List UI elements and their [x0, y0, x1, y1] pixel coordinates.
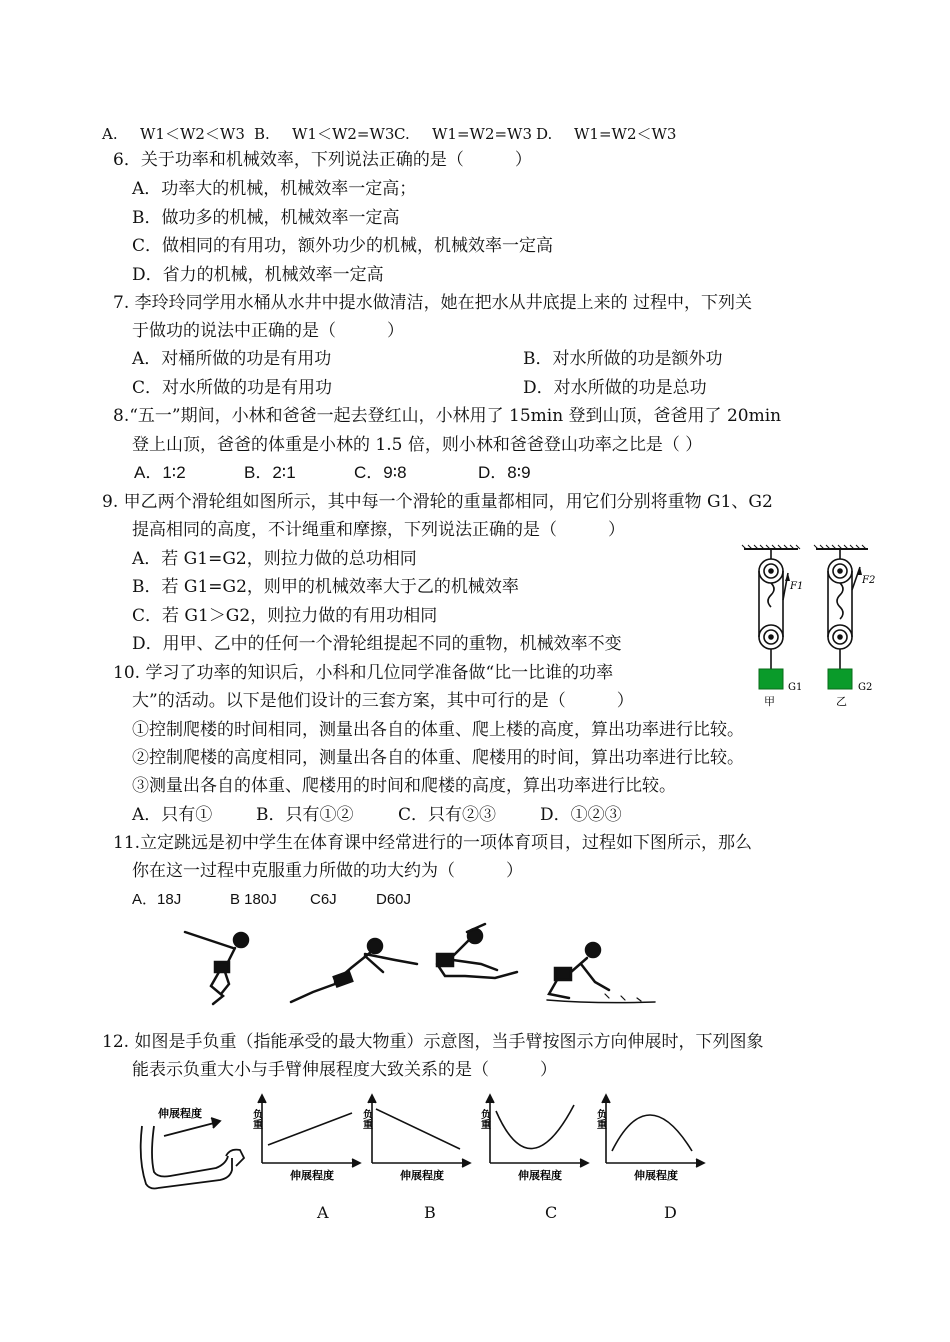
- q8-option-c: C．9∶8: [354, 463, 407, 482]
- q8-option-a: A．1∶2: [134, 463, 186, 482]
- graph-b-x-label: 伸展程度: [400, 1169, 444, 1182]
- q9-option-d: D．用甲、乙中的任何一个滑轮组提起不同的重物，机械效率不变: [132, 634, 622, 654]
- q7-option-a: A．对桶所做的功是有用功: [132, 349, 332, 369]
- g2-label: G2: [858, 682, 873, 693]
- q8-stem-line2: 登上山顶，爸爸的体重是小林的 1.5 倍，则小林和爸爸登山功率之比是（ ）: [132, 435, 703, 455]
- q10-plan-2: ②控制爬楼的高度相同，测量出各自的体重、爬楼用的时间，算出功率进行比较。: [132, 748, 744, 768]
- q6-option-c: C．做相同的有用功，额外功少的机械，机械效率一定高: [132, 236, 554, 256]
- q8-stem-line1: 8.“五一”期间，小林和爸爸一起去登红山，小林用了 15min 登到山顶，爸爸用了 20min: [113, 406, 782, 426]
- q5-option-d-letter: D.: [536, 125, 553, 143]
- graph-b: [360, 1093, 476, 1183]
- q10-option-b: B．只有①②: [256, 805, 354, 825]
- q7-option-c: C．对水所做的功是有用功: [132, 378, 333, 398]
- q11-option-a: A．18J: [132, 891, 182, 908]
- q9-option-b: B．若 G1=G2，则甲的机械效率大于乙的机械效率: [132, 577, 519, 597]
- q8-option-d: D．8∶9: [478, 463, 531, 482]
- g1-label: G1: [788, 682, 803, 693]
- q10-stem-line2: 大”的活动。以下是他们设计的三套方案，其中可行的是（ ）: [132, 691, 634, 711]
- jumper-landing: [547, 943, 655, 1003]
- pulley-system-figure: [738, 545, 878, 710]
- f1-label: F1: [790, 581, 804, 592]
- graph-c-y-label: 负重: [478, 1109, 490, 1129]
- q11-option-d: D60J: [376, 891, 412, 908]
- graph-letter-b: B: [424, 1203, 436, 1222]
- graph-letter-d: D: [664, 1203, 677, 1222]
- q11-options-row: [132, 889, 411, 911]
- q5-option-c-letter: C.: [394, 125, 410, 143]
- q7-option-d: D．对水所做的功是总功: [523, 378, 707, 398]
- q5-option-c-text: W1=W2=W3: [432, 125, 533, 143]
- q7-option-b: B．对水所做的功是额外功: [523, 349, 723, 369]
- arm-drawing: [141, 1118, 244, 1189]
- q10-options-row: [132, 804, 622, 826]
- q12-stem-line1: 12. 如图是手负重（指能承受的最大物重）示意图，当手臂按图示方向伸展时，下列图象: [102, 1032, 764, 1052]
- f2-label: F2: [862, 575, 876, 586]
- graph-d-y-label: 负重: [594, 1109, 606, 1129]
- q5-option-a-letter: A.: [102, 125, 118, 143]
- q5-option-d-text: W1=W2＜W3: [574, 125, 677, 143]
- q9-stem-line2: 提高相同的高度，不计绳重和摩擦，下列说法正确的是（ ）: [132, 520, 625, 540]
- right-weight-block: [828, 669, 852, 689]
- q12-stem-line2: 能表示负重大小与手臂伸展程度大致关系的是（ ）: [132, 1060, 557, 1080]
- arm-figure: [136, 1100, 254, 1195]
- jumper-takeoff: [291, 939, 417, 1002]
- q5-option-b-text: W1＜W2=W3: [292, 125, 395, 143]
- q5-options-row: [102, 123, 676, 145]
- graph-d: [594, 1093, 710, 1183]
- q8-options-row: [134, 462, 531, 484]
- q11-option-b: B 180J: [230, 891, 277, 908]
- q6-stem: 6．关于功率和机械效率，下列说法正确的是（ ）: [113, 150, 532, 170]
- graph-a-y-label: 负重: [250, 1109, 262, 1129]
- left-pulley-group: [759, 549, 790, 669]
- q10-plan-1: ①控制爬楼的时间相同，测量出各自的体重、爬上楼的高度，算出功率进行比较。: [132, 720, 744, 740]
- q11-stem-line1: 11.立定跳远是初中学生在体育课中经常进行的一项体育项目，过程如下图所示，那么: [113, 833, 753, 853]
- q11-stem-line2: 你在这一过程中克服重力所做的功大约为（ ）: [132, 861, 523, 881]
- q5-option-b-letter: B.: [254, 125, 270, 143]
- jumper-crouch: [185, 932, 248, 1004]
- figure-label-yi: 乙: [836, 695, 847, 708]
- q8-option-b: B．2∶1: [244, 463, 296, 482]
- q10-stem-line1: 10. 学习了功率的知识后，小科和几位同学准备做“比一比谁的功率: [113, 663, 614, 683]
- left-weight-block: [759, 669, 783, 689]
- right-ceiling: [814, 545, 868, 549]
- long-jump-figure: [185, 920, 665, 1012]
- arm-stretch-label: 伸展程度: [158, 1107, 202, 1120]
- q10-option-d: D．①②③: [540, 805, 622, 825]
- q5-option-a-text: W1＜W2＜W3: [140, 125, 245, 143]
- left-ceiling: [742, 545, 800, 549]
- q11-option-c: C6J: [310, 891, 337, 908]
- graph-d-x-label: 伸展程度: [634, 1169, 678, 1182]
- q9-option-c: C．若 G1＞G2，则拉力做的有用功相同: [132, 606, 438, 626]
- q6-option-b: B．做功多的机械，机械效率一定高: [132, 208, 400, 228]
- graph-c: [478, 1093, 594, 1183]
- graph-b-y-label: 负重: [360, 1109, 372, 1129]
- q9-stem-line1: 9. 甲乙两个滑轮组如图所示，其中每一个滑轮的重量都相同，用它们分别将重物 G1、G2: [102, 492, 773, 512]
- q7-stem-line1: 7. 李玲玲同学用水桶从水井中提水做清洁，她在把水从井底提上来的 过程中，下列关: [113, 293, 753, 313]
- jumper-flight: [437, 924, 517, 978]
- q7-stem-line2: 于做功的说法中正确的是（ ）: [132, 321, 404, 341]
- graph-letter-a: A: [317, 1203, 329, 1222]
- figure-label-jia: 甲: [764, 695, 775, 708]
- q10-option-a: A．只有①: [132, 805, 213, 825]
- graph-a-x-label: 伸展程度: [290, 1169, 334, 1182]
- graph-letter-c: C: [545, 1203, 558, 1222]
- graph-c-x-label: 伸展程度: [518, 1169, 562, 1182]
- q10-option-c: C．只有②③: [398, 805, 497, 825]
- right-pulley-group: [828, 549, 862, 669]
- q9-option-a: A．若 G1=G2，则拉力做的总功相同: [132, 549, 417, 569]
- q10-plan-3: ③测量出各自的体重、爬楼用的时间和爬楼的高度，算出功率进行比较。: [132, 776, 676, 796]
- q6-option-d: D．省力的机械，机械效率一定高: [132, 265, 384, 285]
- graph-a: [250, 1093, 366, 1183]
- q6-option-a: A．功率大的机械，机械效率一定高；: [132, 179, 417, 199]
